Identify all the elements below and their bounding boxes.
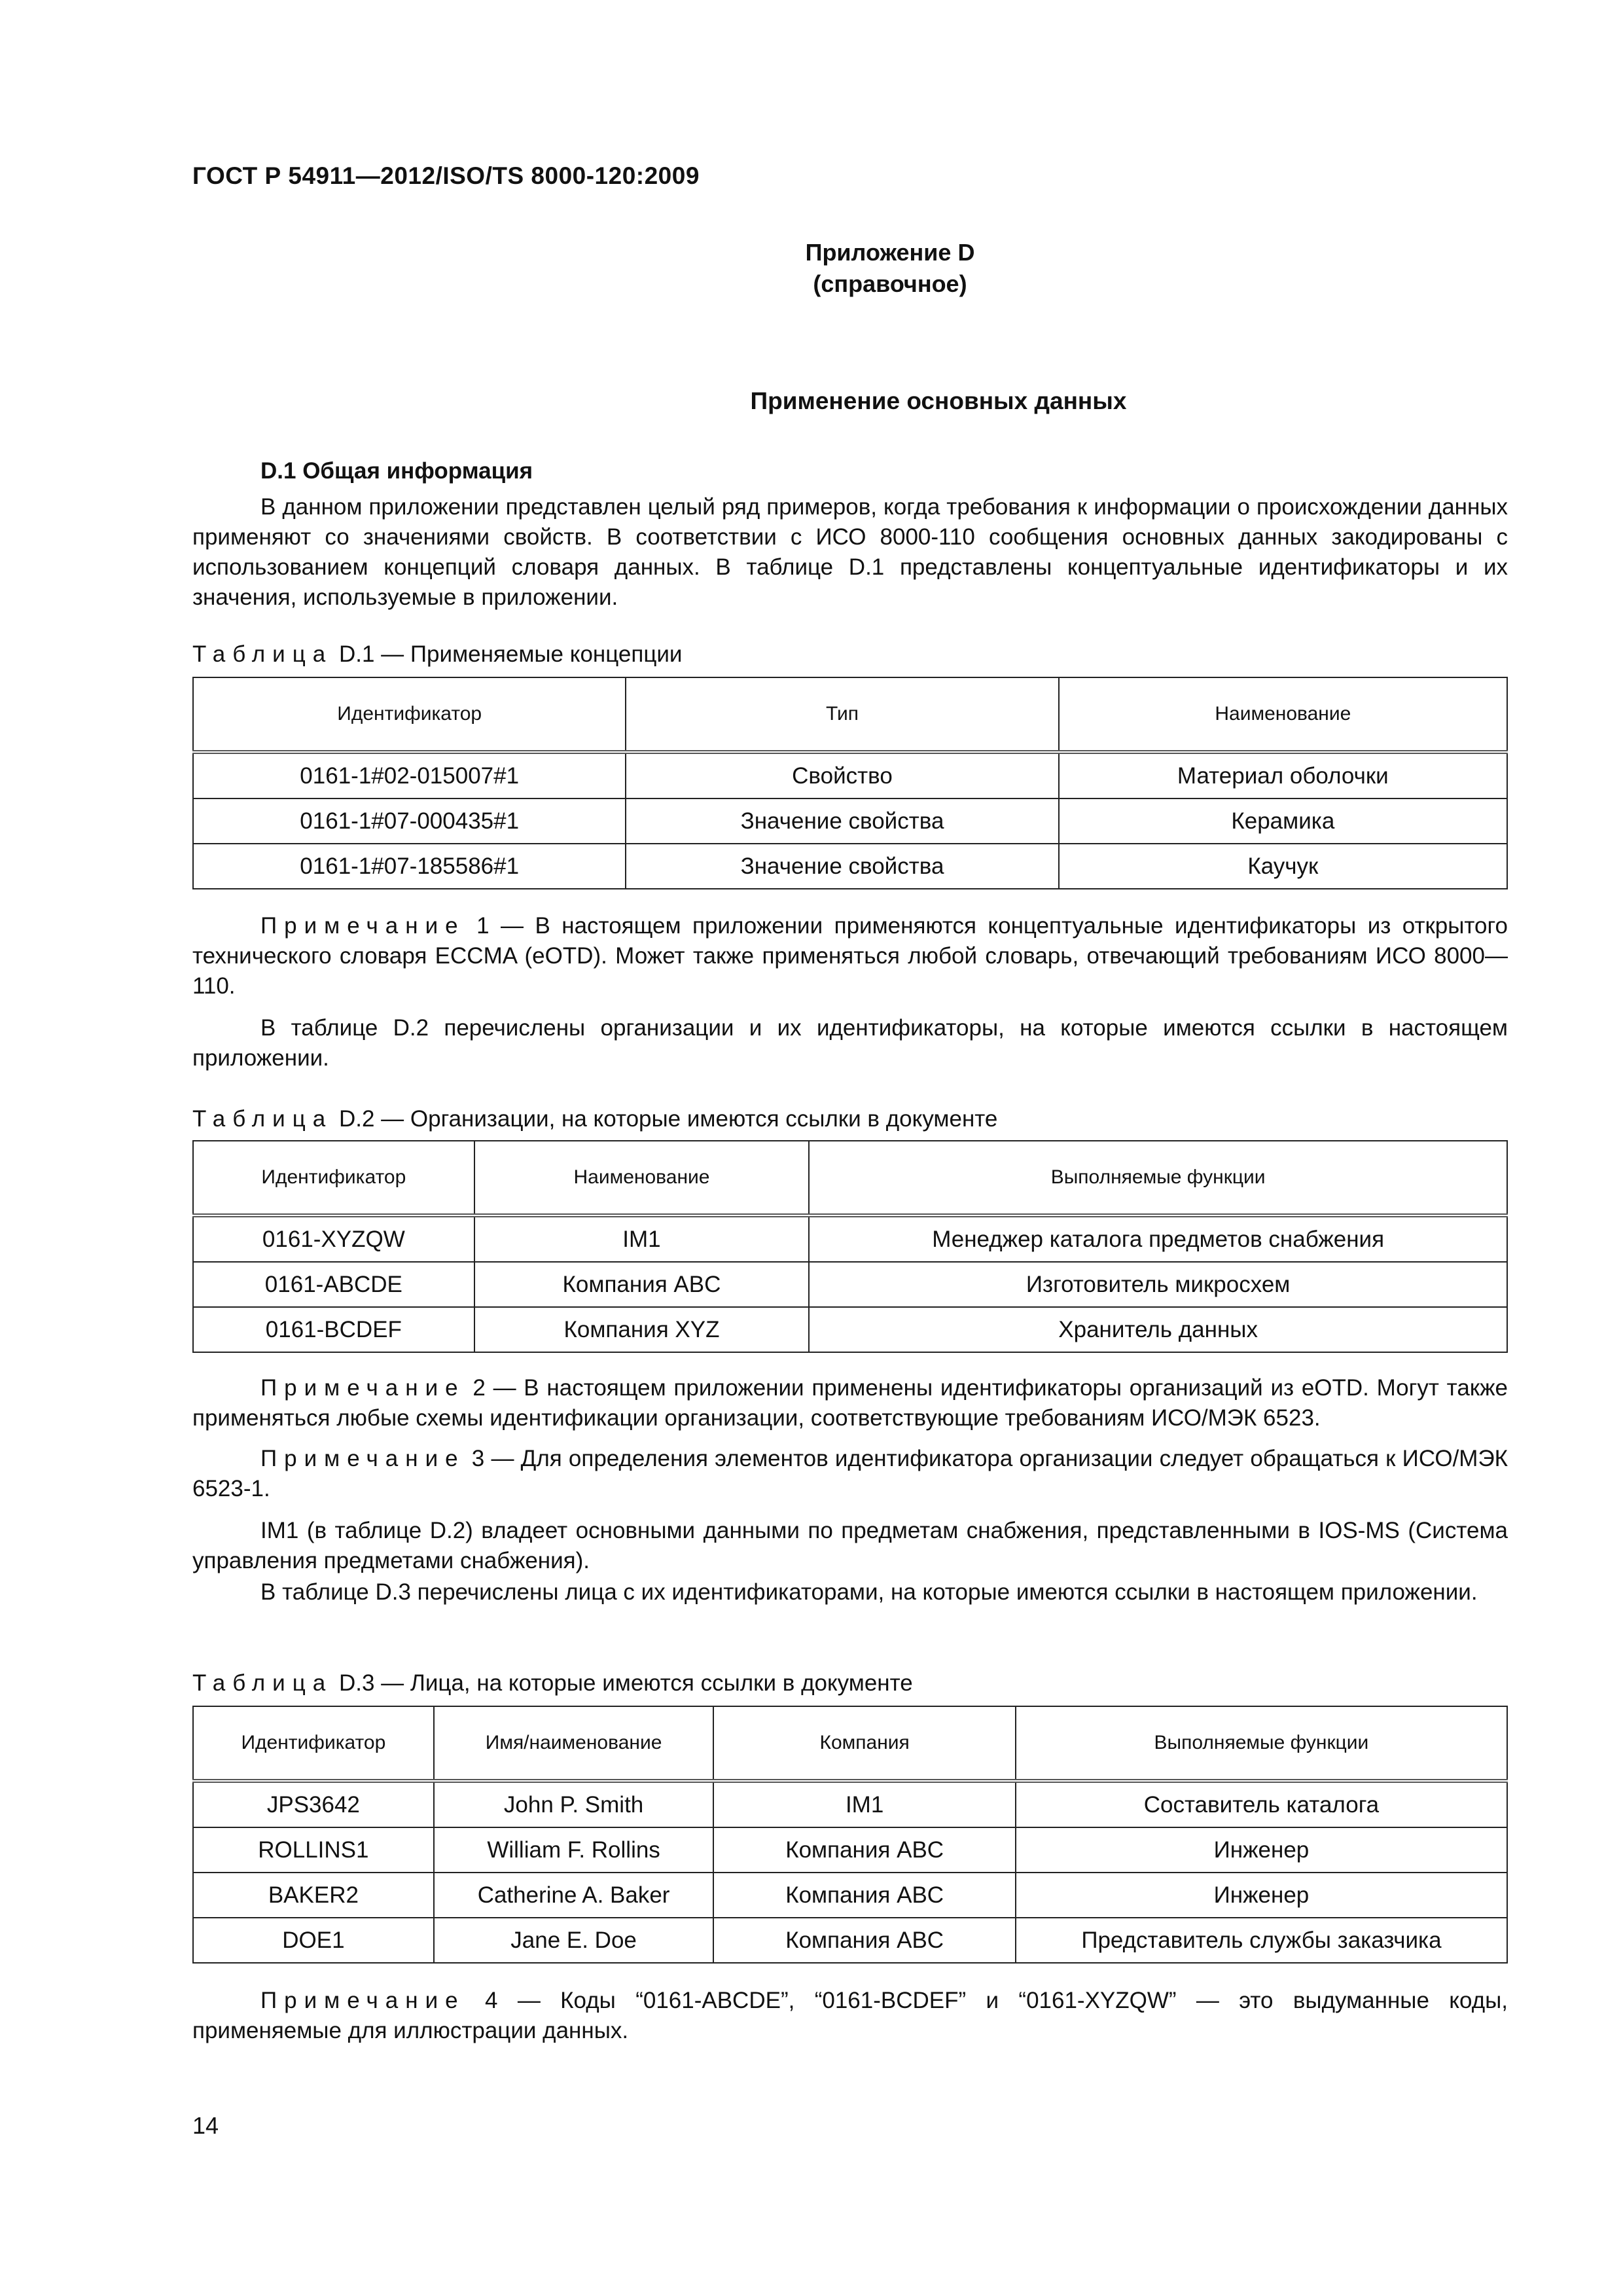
table-cell: Свойство <box>626 752 1058 798</box>
table-cell: 0161-1#07-000435#1 <box>193 798 626 844</box>
table-cell: Компания ABC <box>713 1918 1015 1963</box>
table-cell: Компания XYZ <box>474 1307 810 1352</box>
table-row <box>193 1827 1507 1873</box>
d2-intro-paragraph: В таблице D.2 перечислены организации и их идентификаторы, на которые имеются ссылки в настоящем приложении. <box>192 1015 1508 1071</box>
annex-label: Приложение D <box>805 239 975 266</box>
note-number: 1 <box>476 913 490 939</box>
table-cell: William F. Rollins <box>434 1827 714 1873</box>
table-cell: ROLLINS1 <box>193 1827 434 1873</box>
note-text: — В настоящем приложении применяются концептуальные идентификаторы из открытого технического словаря ECCMA (eOTD). Может также применяться любой словарь, отвечающий требованиям ИСО 8000—110. <box>192 913 1508 999</box>
table-caption-d2 <box>192 1106 997 1132</box>
table-cell: Менеджер каталога предметов снабжения <box>809 1215 1507 1262</box>
table-cell: Представитель службы заказчика <box>1016 1918 1507 1963</box>
table-header-row <box>193 1141 1507 1215</box>
table-cell: 0161-BCDEF <box>193 1307 474 1352</box>
table-cell: IM1 <box>713 1781 1015 1827</box>
table-cell: Catherine A. Baker <box>434 1873 714 1918</box>
table-cell: 0161-XYZQW <box>193 1215 474 1262</box>
table-cell: Хранитель данных <box>809 1307 1507 1352</box>
table-row <box>193 1781 1507 1827</box>
table-cell: Значение свойства <box>626 844 1058 889</box>
column-header: Выполняемые функции <box>809 1141 1507 1215</box>
table-cell: Значение свойства <box>626 798 1058 844</box>
note-1 <box>192 911 1508 1001</box>
note-2 <box>192 1373 1508 1433</box>
table-cell: JPS3642 <box>193 1781 434 1827</box>
table-caption-d3 <box>192 1670 913 1696</box>
note-number: 3 <box>471 1446 485 1471</box>
column-header: Компания <box>713 1706 1015 1781</box>
table-cell: Компания ABC <box>474 1262 810 1307</box>
table-title: — Организации, на которые имеются ссылки в документе <box>381 1106 998 1132</box>
column-header: Тип <box>626 677 1058 752</box>
note-word: Примечание <box>260 913 465 939</box>
table-title: — Применяемые концепции <box>381 641 683 667</box>
table-cell: IM1 <box>474 1215 810 1262</box>
table-cell: Составитель каталога <box>1016 1781 1507 1827</box>
table-cell: Инженер <box>1016 1873 1507 1918</box>
column-header: Идентификатор <box>193 1706 434 1781</box>
table-word: Таблица <box>192 641 333 667</box>
table-cell: Материал оболочки <box>1059 752 1507 798</box>
table-cell: DOE1 <box>193 1918 434 1963</box>
note-3 <box>192 1444 1508 1504</box>
table-cell: Инженер <box>1016 1827 1507 1873</box>
page-number: 14 <box>192 2112 219 2139</box>
table-cell: Каучук <box>1059 844 1507 889</box>
table-row <box>193 752 1507 798</box>
table-cell: Изготовитель микросхем <box>809 1262 1507 1307</box>
table-row <box>193 1918 1507 1963</box>
table-cell: 0161-1#07-185586#1 <box>193 844 626 889</box>
table-cell: BAKER2 <box>193 1873 434 1918</box>
table-label: D.3 <box>338 1670 375 1696</box>
table-d1 <box>192 677 1508 889</box>
note-text: — Коды “0161-ABCDE”, “0161-BCDEF” и “0161-XYZQW” — это выдуманные коды, применяемые для иллюстрации данных. <box>192 1988 1508 2043</box>
d3-intro-paragraph: В таблице D.3 перечислены лица с их идентификаторами, на которые имеются ссылки в настоящем приложении. <box>260 1579 1478 1605</box>
document-header: ГОСТ Р 54911—2012/ISO/TS 8000-120:2009 <box>192 162 700 189</box>
im1-paragraph: IM1 (в таблице D.2) владеет основными данными по предметам снабжения, представленными в IOS-MS (Система управления предметами снабжения). <box>192 1518 1508 1573</box>
table-row <box>193 1873 1507 1918</box>
note-number: 4 <box>484 1988 498 2013</box>
note-text: — Для определения элементов идентификатора организации следует обращаться к ИСО/МЭК 6523-1. <box>192 1446 1508 1501</box>
column-header: Выполняемые функции <box>1016 1706 1507 1781</box>
column-header: Имя/наименование <box>434 1706 714 1781</box>
note-4 <box>192 1986 1508 2046</box>
intro-paragraph: В данном приложении представлен целый ряд примеров, когда требования к информации о происхождении данных применяют со значениями свойств. В соответствии с ИСО 8000-110 сообщения основных данных закодированы с использованием концепций словаря данных. В таблице D.1 представлены концептуальные идентификаторы и их значения, используемые в приложении. <box>192 494 1508 610</box>
note-word: Примечание <box>260 1988 465 2013</box>
column-header: Идентификатор <box>193 1141 474 1215</box>
column-header: Наименование <box>474 1141 810 1215</box>
table-word: Таблица <box>192 1106 333 1132</box>
table-cell: Компания ABC <box>713 1873 1015 1918</box>
table-row <box>193 1307 1507 1352</box>
note-number: 2 <box>473 1375 486 1401</box>
table-cell: John P. Smith <box>434 1781 714 1827</box>
annex-heading <box>707 237 1073 300</box>
table-header-row <box>193 677 1507 752</box>
column-header: Идентификатор <box>193 677 626 752</box>
table-header-row <box>193 1706 1507 1781</box>
table-d2 <box>192 1140 1508 1353</box>
table-caption-d1 <box>192 641 682 668</box>
table-row <box>193 1215 1507 1262</box>
table-cell: Jane E. Doe <box>434 1918 714 1963</box>
section-heading: D.1 Общая информация <box>260 458 533 484</box>
annex-type: (справочное) <box>813 270 967 297</box>
table-title: — Лица, на которые имеются ссылки в документе <box>381 1670 913 1696</box>
table-label: D.1 <box>338 641 375 667</box>
table-label: D.2 <box>338 1106 375 1132</box>
table-row <box>193 798 1507 844</box>
table-cell: 0161-ABCDE <box>193 1262 474 1307</box>
note-text: — В настоящем приложении применены идентификаторы организаций из eOTD. Могут также применяться любые схемы идентификации организации, соответствующие требованиям ИСО/МЭК 6523. <box>192 1375 1508 1431</box>
note-word: Примечание <box>260 1375 465 1401</box>
table-word: Таблица <box>192 1670 333 1696</box>
column-header: Наименование <box>1059 677 1507 752</box>
table-row <box>193 1262 1507 1307</box>
table-cell: Керамика <box>1059 798 1507 844</box>
table-cell: Компания ABC <box>713 1827 1015 1873</box>
table-d3 <box>192 1706 1508 1964</box>
table-row <box>193 844 1507 889</box>
annex-title: Применение основных данных <box>750 387 1127 414</box>
note-word: Примечание <box>260 1446 465 1471</box>
table-cell: 0161-1#02-015007#1 <box>193 752 626 798</box>
